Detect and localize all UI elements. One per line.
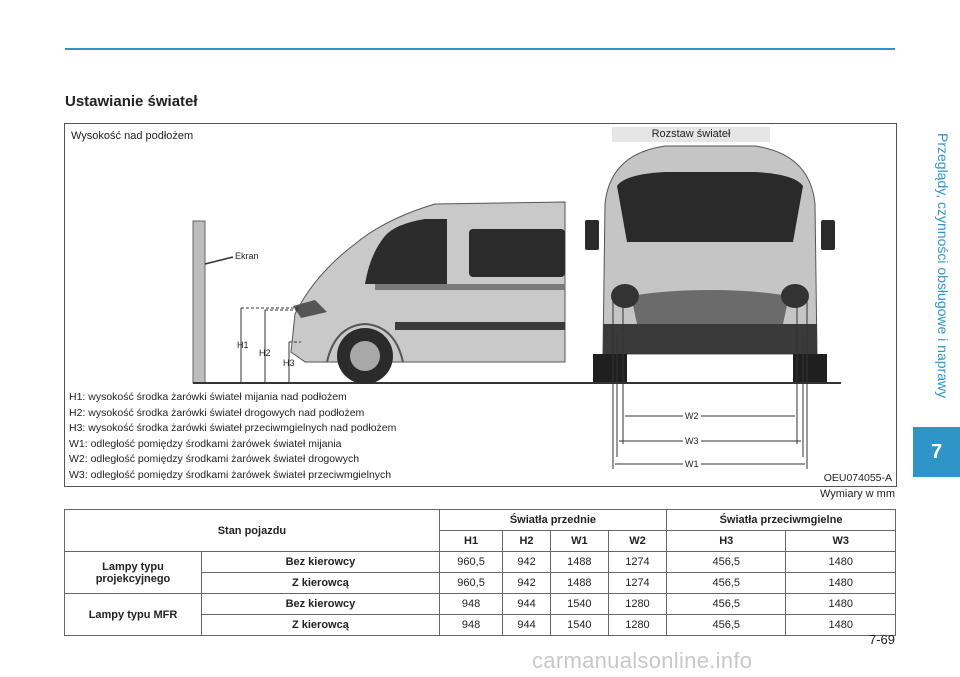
subheader-w3: W3 — [786, 531, 896, 552]
h2-label: H2 — [259, 348, 271, 358]
table-row — [65, 594, 896, 615]
cell-value: 942 — [503, 552, 551, 573]
watermark: carmanualsonline.info — [532, 648, 753, 673]
h3-label: H3 — [283, 358, 295, 368]
van-side-view — [291, 202, 565, 384]
section-title: Ustawianie świateł — [65, 93, 198, 110]
headlight-spec-table — [64, 509, 896, 636]
cell-value: 948 — [439, 594, 502, 615]
screen-label: Ekran — [235, 251, 259, 261]
subheader-h2: H2 — [503, 531, 551, 552]
subheader-h1: H1 — [439, 531, 502, 552]
chapter-title: Przeglądy, czynności obsługowe i naprawy — [935, 133, 951, 399]
row-condition: Z kierowcą — [202, 615, 440, 636]
cell-value: 1274 — [608, 573, 666, 594]
cell-value: 456,5 — [667, 573, 786, 594]
cell-value: 456,5 — [667, 594, 786, 615]
page-number: 7-69 — [868, 632, 895, 647]
cell-value: 1280 — [608, 615, 666, 636]
cell-value: 944 — [503, 615, 551, 636]
cell-value: 1488 — [550, 573, 608, 594]
w2-label: W2 — [685, 411, 699, 421]
legend-w1: W1: odległość pomiędzy środkami żarówek świateł mijania — [69, 437, 342, 450]
cell-value: 948 — [439, 615, 502, 636]
legend-w2: W2: odległość pomiędzy środkami żarówek świateł drogowych — [69, 453, 360, 465]
figure-code: OEU074055-A — [823, 472, 892, 484]
cell-value: 1480 — [786, 615, 896, 636]
figure-legend — [69, 390, 396, 483]
legend-w3: W3: odległość pomiędzy środkami żarówek świateł przeciwmgielnych — [69, 468, 392, 481]
chapter-number: 7 — [913, 427, 960, 477]
legend-h3: H3: wysokość środka żarówki świateł przeciwmgielnych nad podłożem — [69, 422, 397, 434]
w3-label: W3 — [685, 436, 699, 446]
spacing-label: Rozstaw świateł — [612, 127, 770, 142]
w1-label: W1 — [685, 459, 699, 469]
legend-h2: H2: wysokość środka żarówki świateł drogowych nad podłożem — [69, 406, 365, 419]
cell-value: 1488 — [550, 552, 608, 573]
units-note: Wymiary w mm — [819, 488, 895, 500]
header-front-lights: Światła przednie — [439, 510, 666, 531]
cell-value: 1540 — [550, 594, 608, 615]
h1-label: H1 — [237, 340, 249, 350]
group-name: Lampy typu projekcyjnego — [65, 552, 202, 594]
legend-h1: H1: wysokość środka żarówki świateł mijania nad podłożem — [69, 391, 347, 403]
cell-value: 944 — [503, 594, 551, 615]
table-row — [65, 552, 896, 573]
cell-value: 1274 — [608, 552, 666, 573]
cell-value: 1540 — [550, 615, 608, 636]
screen-pointer — [205, 257, 233, 264]
height-label: Wysokość nad podłożem — [71, 130, 194, 142]
row-condition: Bez kierowcy — [202, 552, 440, 573]
cell-value: 1280 — [608, 594, 666, 615]
subheader-w2: W2 — [608, 531, 666, 552]
subheader-w1: W1 — [550, 531, 608, 552]
subheader-h3: H3 — [667, 531, 786, 552]
group-name: Lampy typu MFR — [65, 594, 202, 636]
top-rule — [65, 48, 895, 50]
row-condition: Bez kierowcy — [202, 594, 440, 615]
screen-wall — [193, 221, 205, 383]
cell-value: 456,5 — [667, 615, 786, 636]
cell-value: 456,5 — [667, 552, 786, 573]
headlight-aiming-figure — [64, 123, 897, 487]
cell-value: 1480 — [786, 573, 896, 594]
header-vehicle: Stan pojazdu — [65, 510, 440, 552]
cell-value: 1480 — [786, 552, 896, 573]
cell-value: 942 — [503, 573, 551, 594]
header-fog-lights: Światła przeciwmgielne — [667, 510, 896, 531]
row-condition: Z kierowcą — [202, 573, 440, 594]
cell-value: 960,5 — [439, 552, 502, 573]
cell-value: 1480 — [786, 594, 896, 615]
cell-value: 960,5 — [439, 573, 502, 594]
